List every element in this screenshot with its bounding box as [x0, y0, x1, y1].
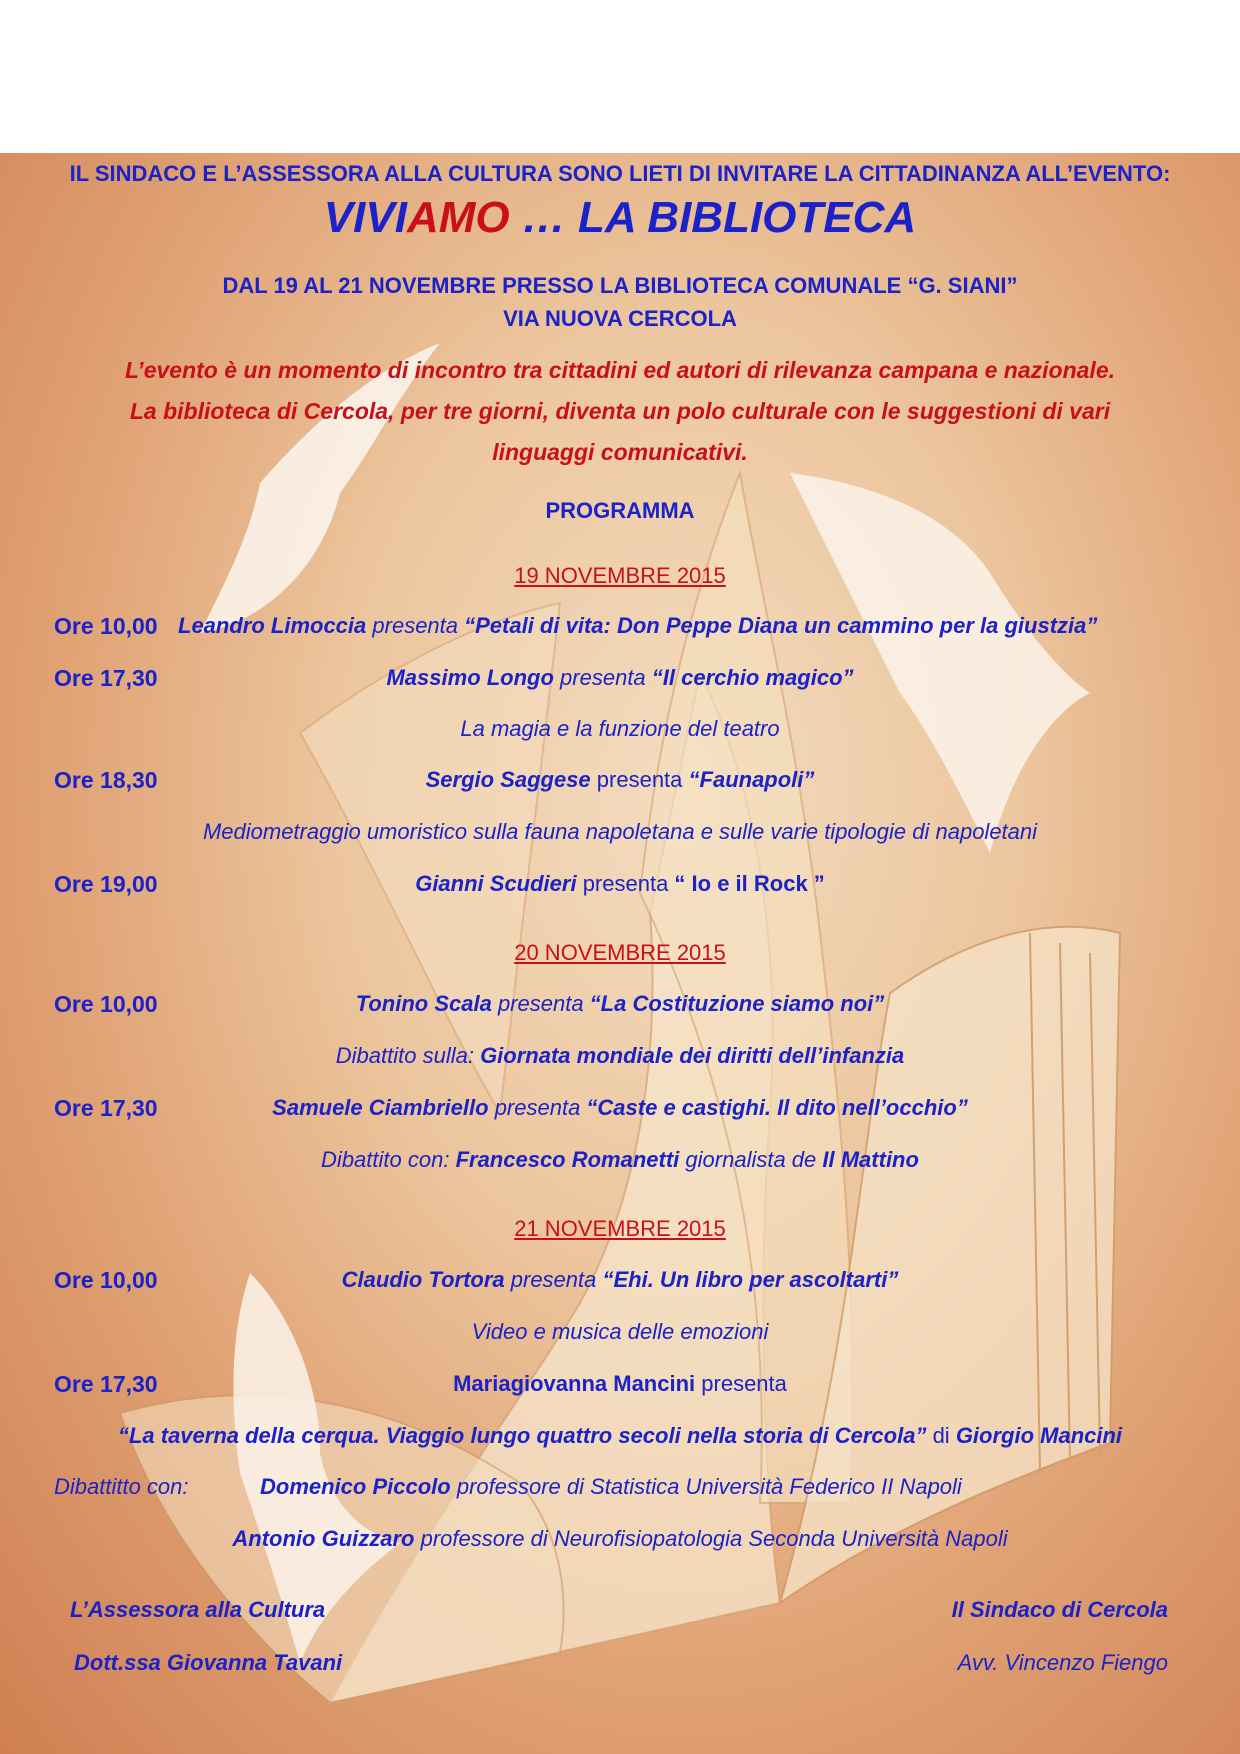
book-title: “La taverna della cerqua. Viaggio lungo quattro secoli nella storia di Cercola” — [117, 1423, 927, 1448]
day1-e3-note: Mediometraggio umoristico sulla fauna napoletana e sulle varie tipologie di napoletani — [202, 819, 1038, 844]
description-line-3: linguaggi comunicativi. — [492, 439, 748, 465]
author-name: Sergio Saggese — [425, 767, 591, 792]
day2-date-text: 20 NOVEMBRE 2015 — [514, 940, 726, 965]
work-title: “Petali di vita: Don Peppe Diana un cammino per la giustzia” — [464, 613, 1098, 638]
day1-e1-time: Ore 10,00 — [54, 613, 158, 639]
author-name: Tonino Scala — [355, 991, 492, 1016]
presenta-label: presenta — [590, 767, 689, 792]
day3-e1-note: Video e musica delle emozioni — [471, 1319, 769, 1344]
author-name: Mariagiovanna Mancini — [453, 1371, 696, 1396]
debate-guest-1 — [260, 1474, 962, 1500]
author-name: Claudio Tortora — [341, 1267, 505, 1292]
day3-e2-details — [0, 1371, 1240, 1397]
description-line-1: L’evento è un momento di incontro tra cittadini ed autori di rilevanza campana e nazionale. — [124, 357, 1116, 383]
presenta-label: presenta — [491, 991, 590, 1016]
signature-left-title: L’Assessora alla Cultura — [70, 1597, 326, 1622]
day1-e2-time: Ore 17,30 — [54, 665, 158, 691]
work-title: “Il cerchio magico” — [651, 665, 854, 690]
presenta-label: presenta — [553, 665, 652, 690]
presenta-label: presenta — [366, 613, 465, 638]
day2-e2-time: Ore 17,30 — [54, 1095, 158, 1121]
day1-e4-details — [0, 871, 1240, 897]
signature-right-name: Avv. Vincenzo Fiengo — [957, 1650, 1168, 1675]
book-di: di — [926, 1423, 956, 1448]
day1-e3-time: Ore 18,30 — [54, 767, 158, 793]
day3-e2-book — [0, 1423, 1240, 1449]
day3-e1-time: Ore 10,00 — [54, 1267, 158, 1293]
note-mid: giornalista de — [679, 1147, 823, 1172]
guest-name: Antonio Guizzaro — [232, 1526, 415, 1551]
day1-e1-details — [178, 613, 1097, 639]
venue-address: VIA NUOVA CERCOLA — [503, 306, 737, 331]
signature-right-title: Il Sindaco di Cercola — [951, 1597, 1168, 1622]
day1-e3-details — [0, 767, 1240, 793]
description-line-2: La biblioteca di Cercola, per tre giorni, diventa un polo culturale con le suggestioni di vari — [129, 398, 1111, 424]
presenta-label: presenta — [576, 871, 675, 896]
day2-e1-time: Ore 10,00 — [54, 991, 158, 1017]
presenta-label: presenta — [504, 1267, 603, 1292]
day2-e1-details — [0, 991, 1240, 1017]
guest-name: Domenico Piccolo — [260, 1474, 451, 1499]
work-title: “Faunapoli” — [688, 767, 815, 792]
note-topic: Giornata mondiale dei diritti dell’infanzia — [480, 1043, 905, 1068]
book-author: Giorgio Mancini — [955, 1423, 1123, 1448]
programma-heading: PROGRAMMA — [545, 498, 695, 523]
signature-left-name-text: Dott.ssa Giovanna Tavani — [74, 1650, 343, 1675]
day1-e4-time: Ore 19,00 — [54, 871, 158, 897]
day2-e1-note — [0, 1043, 1240, 1069]
day2-e2-note — [0, 1147, 1240, 1173]
venue-dates: DAL 19 AL 21 NOVEMBRE PRESSO LA BIBLIOTECA COMUNALE “G. SIANI” — [222, 273, 1018, 298]
event-poster — [0, 153, 1240, 1754]
day2-date — [0, 940, 1240, 966]
note-guest: Francesco Romanetti — [455, 1147, 680, 1172]
presenta-label: presenta — [488, 1095, 587, 1120]
title-part-biblioteca: … LA BIBLIOTECA — [509, 193, 917, 242]
note-prefix: Dibattito con: — [321, 1147, 456, 1172]
author-name: Massimo Longo — [386, 665, 554, 690]
author-name: Gianni Scudieri — [415, 871, 577, 896]
debate-label: Dibattitto con: — [54, 1474, 189, 1499]
day1-e2-details — [0, 665, 1240, 691]
day3-e1-details — [0, 1267, 1240, 1293]
guest-role: professore di Neurofisiopatologia Seconda Università Napoli — [414, 1526, 1008, 1551]
title-part-vivi: VIVI — [323, 193, 407, 242]
day3-date — [0, 1216, 1240, 1242]
presenta-label: presenta — [695, 1371, 787, 1396]
day2-e2-details — [0, 1095, 1240, 1121]
work-title: “ Io e il Rock ” — [674, 871, 825, 896]
author-name: Leandro Limoccia — [178, 613, 367, 638]
invitation-header: IL SINDACO E L’ASSESSORA ALLA CULTURA SONO LIETI DI INVITARE LA CITTADINANZA ALL’EVENTO: — [69, 161, 1171, 186]
day3-date-text: 21 NOVEMBRE 2015 — [514, 1216, 726, 1241]
day3-e2-time: Ore 17,30 — [54, 1371, 158, 1397]
title-part-amo: AMO — [406, 193, 510, 242]
signature-left-name — [74, 1650, 342, 1676]
work-title: “La Costituzione siamo noi” — [589, 991, 885, 1016]
guest-role: professore di Statistica Università Federico II Napoli — [450, 1474, 962, 1499]
debate-guest-2 — [0, 1526, 1240, 1552]
work-title: “Caste e castighi. Il dito nell’occhio” — [586, 1095, 968, 1120]
work-title: “Ehi. Un libro per ascoltarti” — [602, 1267, 899, 1292]
day1-date — [0, 563, 1240, 589]
author-name: Samuele Ciambriello — [272, 1095, 489, 1120]
event-title — [0, 193, 1240, 243]
day1-date-text: 19 NOVEMBRE 2015 — [514, 563, 726, 588]
day1-e2-note: La magia e la funzione del teatro — [460, 716, 780, 741]
note-newspaper: Il Mattino — [822, 1147, 919, 1172]
note-prefix: Dibattito sulla: — [335, 1043, 481, 1068]
